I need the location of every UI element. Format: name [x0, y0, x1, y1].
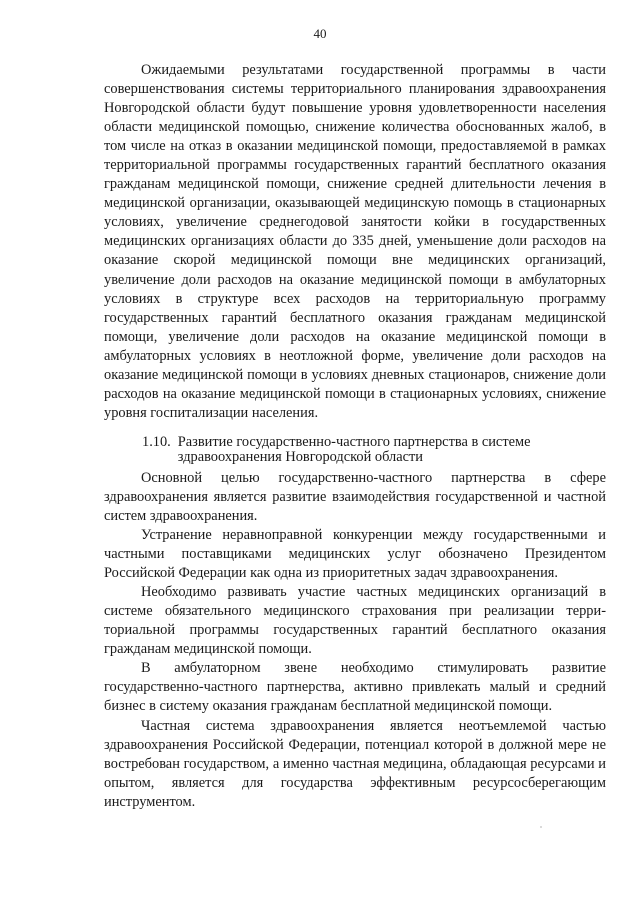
page-number: 40 — [313, 26, 327, 41]
section-paragraph: Основной целью государственно-частного партнерства в сфере здравоохранения является развитие взаимодействия государственной и частной систем здравоохранения. — [104, 469, 606, 524]
section-paragraph: Частная система здравоохранения является неотъемлемой частью здравоохранения Российской Федерации, потенциал которой в должной мере не востребован государством, а именно частная медицина, обладающая ресурсами и опытом, является для государства эффективным ресурсосберегающим инструментом. — [104, 717, 606, 810]
section-heading — [104, 435, 606, 465]
section-body — [104, 469, 606, 812]
section-paragraph: Необходимо развивать участие частных медицинских организаций в системе обязательного медицинского страхования при реализации территориальной программы государственных гарантий бесплатного оказания гражданам медицинской помощи. — [104, 584, 606, 658]
section-number: 1.10. — [142, 433, 171, 450]
intro-paragraph: Ожидаемыми результатами государственной программы в части совершенствования системы территориального планирования здравоохранения Новгородской области будут повышение уровня удовлетворенности населения области медицинской помощью, снижение количества обоснованных жалоб, в том числе на отказ в оказании медицинской помощи, предоставляемой в рамках территориальной программы государственных гарантий бесплатного оказания гражданам медицинской помощи, снижение средней длительности лечения в медицинской организации, оказывающей медицинскую помощь в стационарных условиях, увеличение среднегодовой занятости койки в государственных медицинских организациях области до 335 дней, уменьшение доли расходов на оказание скорой медицинской помощи вне медицинских организаций, увеличение доли расходов на оказание медицинской помощи в амбулаторных условиях в структуре всех расходов на территориальную программу государственных гарантий бесплатного оказания гражданам медицинской помощи, увеличение доли расходов на оказание медицинской помощи в амбулаторных условиях в неотложной форме, увеличение доли расходов на оказание медицинской помощи в условиях дневных стационаров, снижение доли расходов на оказание медицинской помощи в стационарных условиях, снижение уровня госпитализации населения. — [104, 62, 606, 421]
document-body — [104, 61, 606, 812]
scan-speck — [540, 826, 542, 828]
section-title: Развитие государственно-частного партнерства в системе здравоохранения Новгородской области — [177, 433, 531, 465]
section-paragraph: Устранение неравноправной конкуренции между государственными и частными поставщиками медицинских услуг обозначено Президентом Российской Федерации как одна из приоритетных задач здравоохранения. — [104, 527, 606, 582]
section-paragraph: В амбулаторном звене необходимо стимулировать развитие государственно-частного партнерства, активно привлекать малый и средний бизнес в систему оказания гражданам бесплатной медицинской помощи. — [104, 660, 606, 715]
